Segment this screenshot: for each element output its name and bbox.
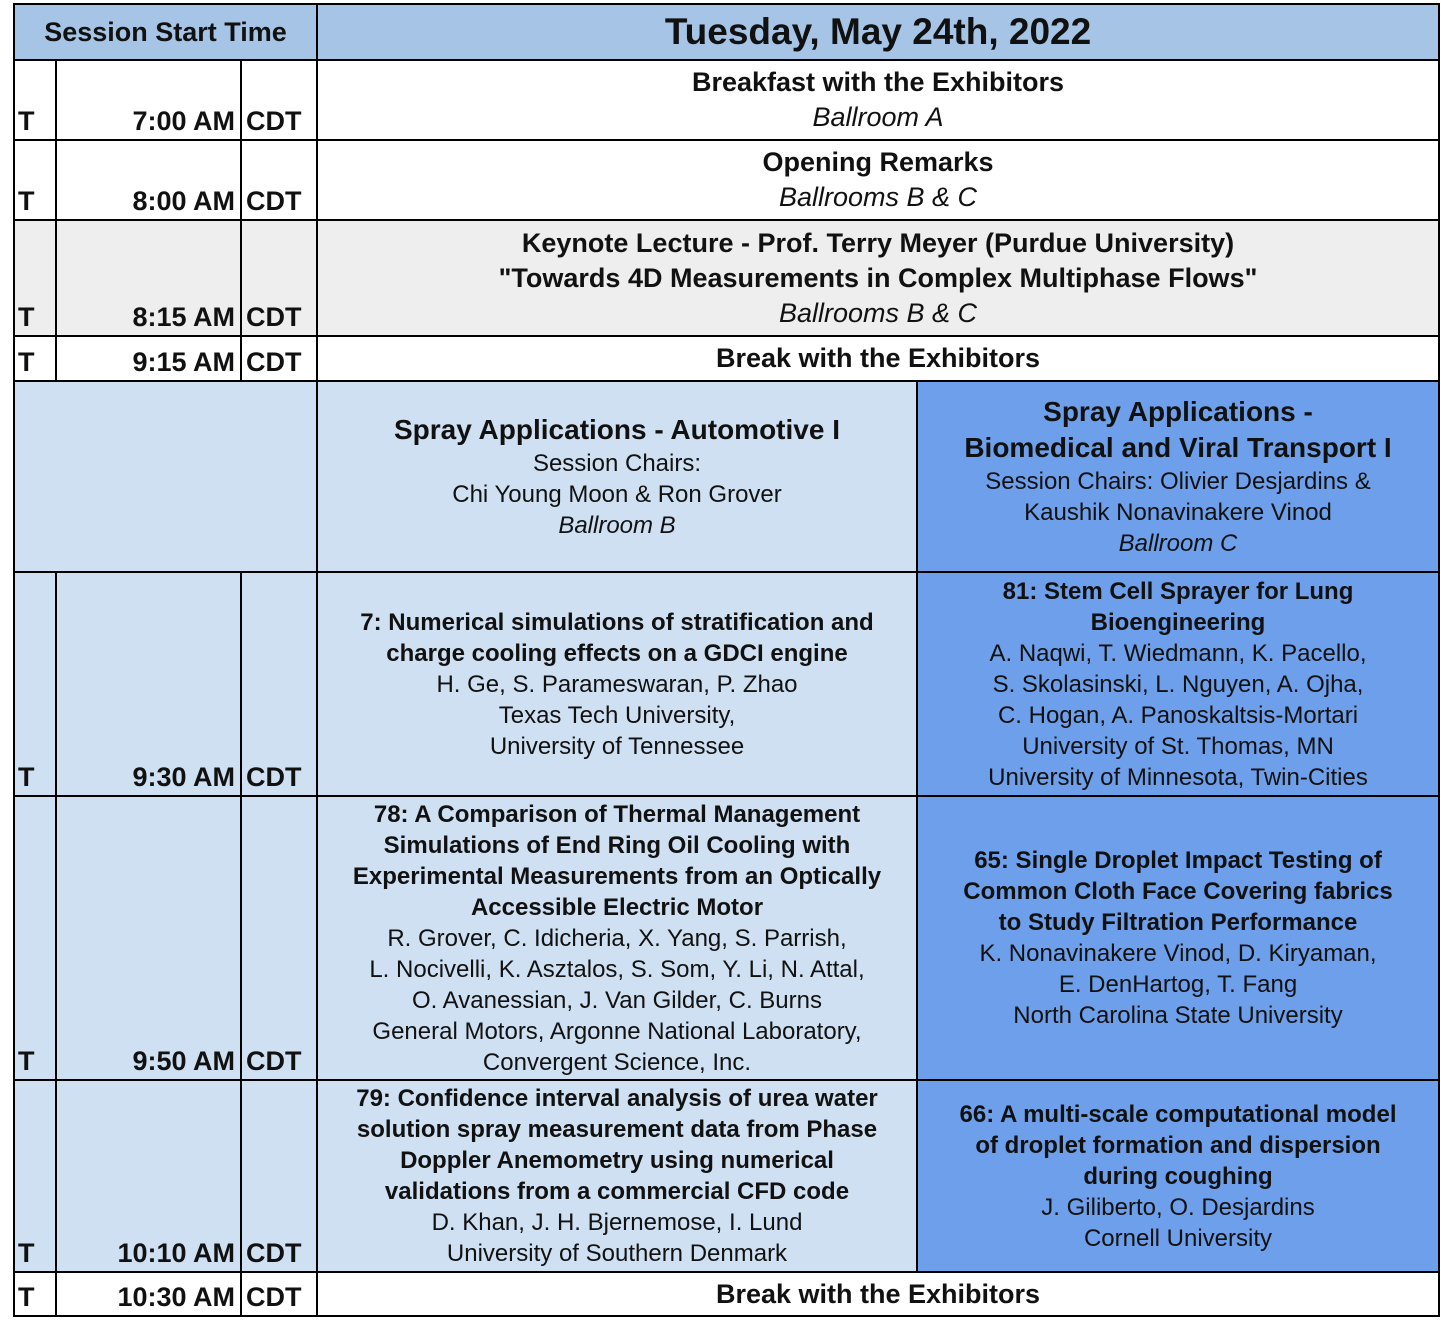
event-row-closing-break bbox=[14, 1272, 1439, 1316]
time-cell: 10:10 AM bbox=[56, 1080, 241, 1272]
paper-affiliation-line: Cornell University bbox=[1083, 1224, 1273, 1252]
paper-affiliation-line: University of Tennessee bbox=[489, 732, 745, 760]
time-cell: 9:50 AM bbox=[56, 796, 241, 1080]
slot-row-1010 bbox=[14, 1080, 1439, 1272]
header-row bbox=[14, 4, 1439, 60]
paper-cell-b bbox=[917, 572, 1439, 796]
timezone-cell: CDT bbox=[241, 220, 317, 336]
event-cell bbox=[317, 336, 1439, 381]
paper-affiliation-line: University of Southern Denmark bbox=[446, 1240, 788, 1267]
date-title: Tuesday, May 24th, 2022 bbox=[317, 4, 1439, 60]
event-cell bbox=[317, 140, 1439, 220]
paper-title-line: Accessible Electric Motor bbox=[470, 893, 764, 921]
timezone-cell: CDT bbox=[241, 140, 317, 220]
day-cell: T bbox=[14, 1080, 56, 1272]
event-location: Ballroom A bbox=[812, 102, 944, 132]
paper-author-line: S. Skolasinski, L. Nguyen, A. Ojha, bbox=[992, 670, 1364, 698]
time-cell: 8:00 AM bbox=[56, 140, 241, 220]
slot-row-0950 bbox=[14, 796, 1439, 1080]
paper-affiliation-line: University of St. Thomas, MN bbox=[1022, 732, 1334, 760]
paper-cell-a bbox=[317, 1080, 917, 1272]
paper-title-line: solution spray measurement data from Phase bbox=[356, 1116, 878, 1143]
paper-title-line: 78: A Comparison of Thermal Management bbox=[373, 800, 861, 828]
session-title: Spray Applications - Automotive I bbox=[394, 414, 840, 445]
day-cell: T bbox=[14, 336, 56, 381]
day-cell: T bbox=[14, 796, 56, 1080]
paper-cell-a bbox=[317, 796, 917, 1080]
paper-author-line: O. Avanessian, J. Van Gilder, C. Burns bbox=[412, 986, 822, 1014]
session-header-row bbox=[14, 381, 1439, 572]
time-cell: 9:15 AM bbox=[56, 336, 241, 381]
paper-title-line: 65: Single Droplet Impact Testing of bbox=[974, 847, 1382, 874]
session-chairs: Chi Young Moon & Ron Grover bbox=[452, 481, 782, 508]
time-cell: 7:00 AM bbox=[56, 60, 241, 140]
session-chairs-label: Session Chairs: bbox=[532, 450, 702, 477]
paper-affiliation-line: Convergent Science, Inc. bbox=[482, 1048, 752, 1076]
event-cell bbox=[317, 1272, 1439, 1316]
paper-affiliation-line: North Carolina State University bbox=[1013, 1002, 1343, 1029]
event-title: Breakfast with the Exhibitors bbox=[691, 67, 1065, 97]
paper-title-line: charge cooling effects on a GDCI engine bbox=[386, 639, 848, 667]
paper-author-line: J. Giliberto, O. Desjardins bbox=[1041, 1193, 1315, 1221]
day-cell: T bbox=[14, 1272, 56, 1316]
schedule-table bbox=[13, 3, 1440, 1317]
paper-author-line: R. Grover, C. Idicheria, X. Yang, S. Parrish, bbox=[387, 924, 847, 952]
paper-author-line: E. DenHartog, T. Fang bbox=[1058, 971, 1298, 998]
session-chairs-line: Kaushik Nonavinakere Vinod bbox=[1024, 499, 1332, 526]
paper-title-line: of droplet formation and dispersion bbox=[975, 1131, 1381, 1159]
day-cell: T bbox=[14, 60, 56, 140]
paper-title-line: Simulations of End Ring Oil Cooling with bbox=[383, 831, 851, 859]
paper-cell-a bbox=[317, 572, 917, 796]
session-title-line: Biomedical and Viral Transport I bbox=[964, 432, 1392, 463]
timezone-cell: CDT bbox=[241, 60, 317, 140]
paper-title-line: 7: Numerical simulations of stratification and bbox=[360, 608, 874, 636]
paper-title-line: Experimental Measurements from an Optically bbox=[352, 862, 882, 890]
paper-title-line: validations from a commercial CFD code bbox=[384, 1178, 850, 1205]
session-chairs-line: Session Chairs: Olivier Desjardins & bbox=[985, 468, 1371, 495]
time-cell: 8:15 AM bbox=[56, 220, 241, 336]
session-title-line: Spray Applications - bbox=[1043, 396, 1313, 427]
paper-title-line: 81: Stem Cell Sprayer for Lung bbox=[1002, 577, 1354, 605]
paper-title-line: Bioengineering bbox=[1090, 608, 1266, 636]
event-title: Opening Remarks bbox=[762, 147, 994, 177]
paper-affiliation-line: University of Minnesota, Twin-Cities bbox=[988, 763, 1368, 791]
event-row-break bbox=[14, 336, 1439, 381]
session-a-header bbox=[317, 381, 917, 572]
paper-author-line: D. Khan, J. H. Bjernemose, I. Lund bbox=[431, 1209, 803, 1236]
timezone-cell: CDT bbox=[241, 796, 317, 1080]
day-cell: T bbox=[14, 572, 56, 796]
session-start-time-header: Session Start Time bbox=[14, 4, 317, 60]
paper-title-line: Doppler Anemometry using numerical bbox=[400, 1147, 834, 1174]
event-title: Break with the Exhibitors bbox=[715, 343, 1041, 373]
paper-author-line: A. Naqwi, T. Wiedmann, K. Pacello, bbox=[989, 639, 1367, 667]
paper-title-line: 79: Confidence interval analysis of urea water bbox=[356, 1085, 878, 1112]
paper-author-line: K. Nonavinakere Vinod, D. Kiryaman, bbox=[979, 940, 1377, 967]
day-cell: T bbox=[14, 140, 56, 220]
time-cell: 9:30 AM bbox=[56, 572, 241, 796]
paper-title-line: to Study Filtration Performance bbox=[998, 909, 1358, 936]
paper-affiliation-line: General Motors, Argonne National Laboratory, bbox=[372, 1017, 862, 1045]
paper-author-line: H. Ge, S. Parameswaran, P. Zhao bbox=[436, 670, 798, 698]
session-b-header bbox=[917, 381, 1439, 572]
event-location: Ballrooms B & C bbox=[778, 182, 978, 212]
session-location: Ballroom B bbox=[558, 512, 676, 539]
day-cell: T bbox=[14, 220, 56, 336]
paper-cell-b bbox=[917, 1080, 1439, 1272]
slot-row-0930 bbox=[14, 572, 1439, 796]
timezone-cell: CDT bbox=[241, 336, 317, 381]
paper-title-line: Common Cloth Face Covering fabrics bbox=[963, 878, 1393, 905]
timezone-cell: CDT bbox=[241, 572, 317, 796]
event-cell bbox=[317, 60, 1439, 140]
event-row-breakfast bbox=[14, 60, 1439, 140]
paper-title-line: 66: A multi-scale computational model bbox=[959, 1100, 1397, 1128]
paper-author-line: L. Nocivelli, K. Asztalos, S. Som, Y. Li, N. Attal, bbox=[369, 955, 865, 983]
event-title: Keynote Lecture - Prof. Terry Meyer (Purdue University) bbox=[521, 227, 1235, 258]
timezone-cell: CDT bbox=[241, 1080, 317, 1272]
event-subtitle: "Towards 4D Measurements in Complex Multiphase Flows" bbox=[498, 262, 1258, 293]
paper-affiliation-line: Texas Tech University, bbox=[498, 701, 736, 729]
event-location: Ballrooms B & C bbox=[778, 297, 978, 328]
timezone-cell: CDT bbox=[241, 1272, 317, 1316]
paper-author-line: C. Hogan, A. Panoskaltsis-Mortari bbox=[997, 701, 1359, 729]
session-header-blank bbox=[14, 381, 317, 572]
paper-cell-b bbox=[917, 796, 1439, 1080]
paper-title-line: during coughing bbox=[1083, 1162, 1273, 1190]
event-cell bbox=[317, 220, 1439, 336]
session-location: Ballroom C bbox=[1118, 530, 1238, 557]
event-row-keynote bbox=[14, 220, 1439, 336]
event-row-opening bbox=[14, 140, 1439, 220]
event-title: Break with the Exhibitors bbox=[715, 1278, 1041, 1309]
time-cell: 10:30 AM bbox=[56, 1272, 241, 1316]
